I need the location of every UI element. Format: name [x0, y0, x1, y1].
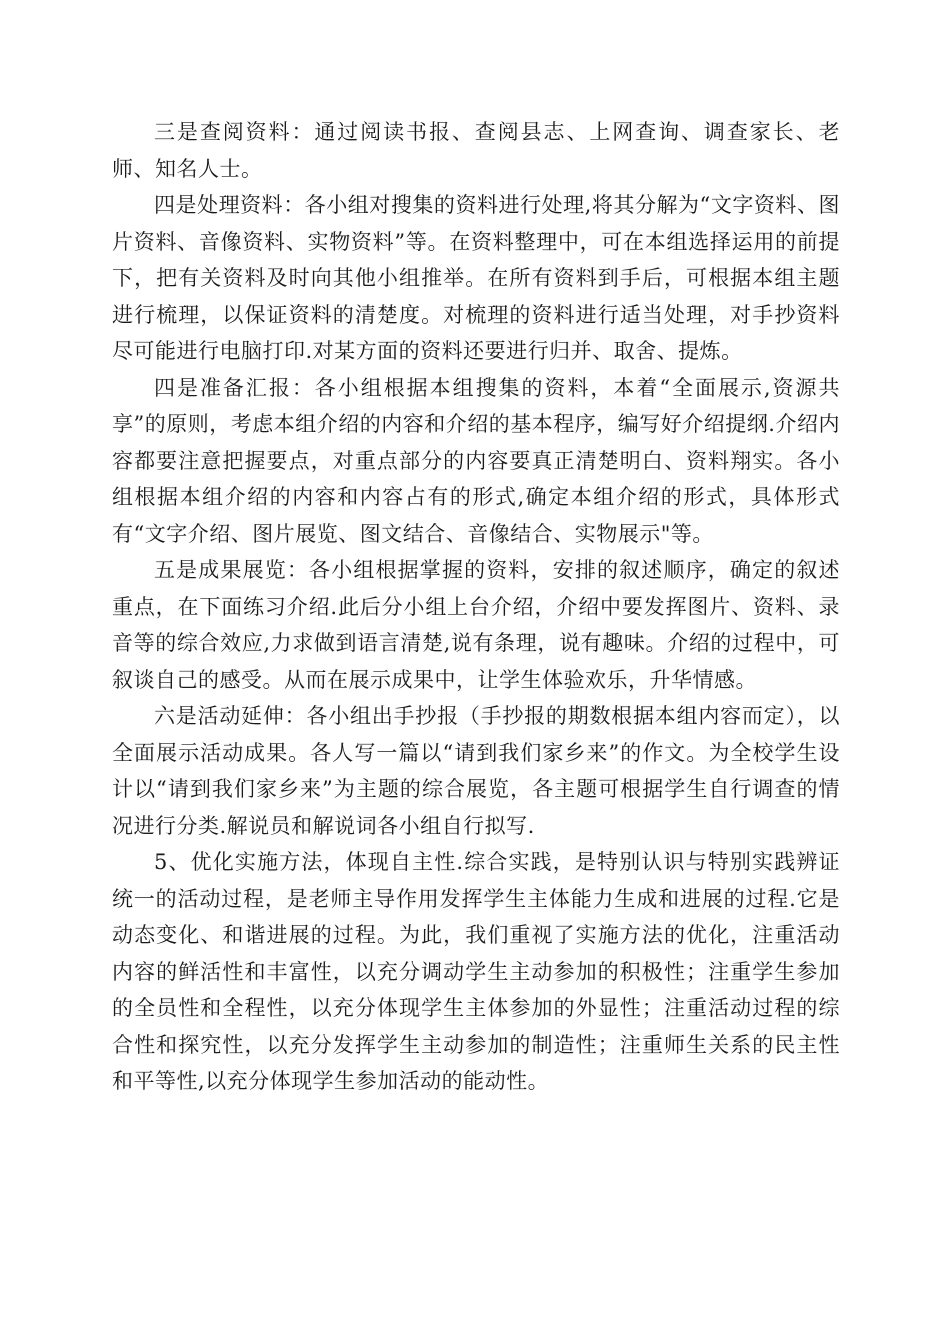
paragraph-prepare-report: 四是准备汇报：各小组根据本组搜集的资料，本着“全面展示,资源共享”的原则，考虑本组介绍的内容和介绍的基本程序，编写好介绍提纲.介绍内容都要注意把握要点，对重点部分的内容要真正清楚明白、资料翔实。各小组根据本组介绍的内容和内容占有的形式,确定本组介绍的形式，具体形式有“文字介绍、图片展览、图文结合、音像结合、实物展示"等。: [112, 375, 840, 546]
paragraph-optimize-methods: 5、优化实施方法，体现自主性.综合实践，是特别认识与特别实践辨证统一的活动过程，是老师主导作用发挥学生主体能力生成和进展的过程.它是动态变化、和谐进展的过程。为此，我们重视了实施方法的优化，注重活动内容的鲜活性和丰富性，以充分调动学生主动参加的积极性；注重学生参加的全员性和全程性，以充分体现学生主体参加的外显性；注重活动过程的综合性和探究性，以充分发挥学生主动参加的制造性；注重师生关系的民主性和平等性,以充分体现学生参加活动的能动性。: [112, 850, 840, 1093]
document-body: [112, 114, 840, 1100]
paragraph-results-exhibition: 五是成果展览：各小组根据掌握的资料，安排的叙述顺序，确定的叙述重点，在下面练习介绍.此后分小组上台介绍，介绍中要发挥图片、资料、录音等的综合效应,力求做到语言清楚,说有条理，说有趣味。介绍的过程中，可叙谈自己的感受。从而在展示成果中，让学生体验欢乐，升华情感。: [112, 558, 840, 692]
paragraph-process-materials: 四是处理资料：各小组对搜集的资料进行处理,将其分解为“文字资料、图片资料、音像资料、实物资料”等。在资料整理中，可在本组选择运用的前提下，把有关资料及时向其他小组推举。在所有资料到手后，可根据本组主题进行梳理，以保证资料的清楚度。对梳理的资料进行适当处理，对手抄资料尽可能进行电脑打印.对某方面的资料还要进行归并、取舍、提炼。: [112, 193, 840, 363]
paragraph-research-materials: 三是查阅资料：通过阅读书报、查阅县志、上网查询、调查家长、老师、知名人士。: [112, 120, 840, 181]
paragraph-activity-extension: 六是活动延伸：各小组出手抄报（手抄报的期数根据本组内容而定），以全面展示活动成果。各人写一篇以“请到我们家乡来”的作文。为全校学生设计以“请到我们家乡来”为主题的综合展览，各主题可根据学生自行调查的情况进行分类.解说员和解说词各小组自行拟写.: [112, 704, 840, 838]
